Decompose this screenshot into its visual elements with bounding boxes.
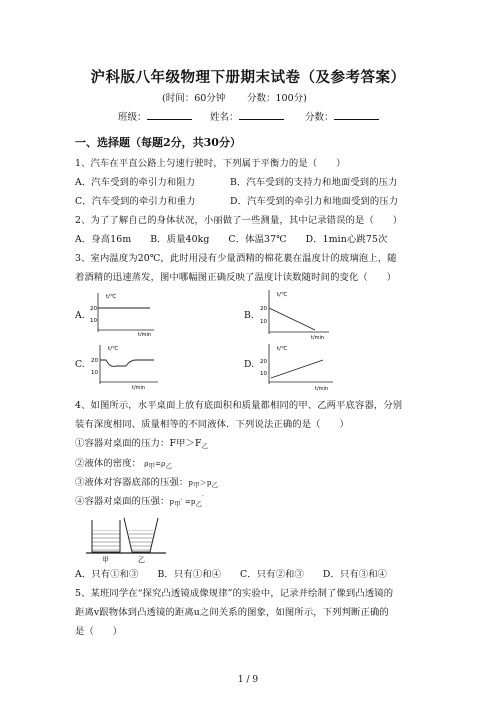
graph-c-tick-20: 20 — [91, 358, 98, 364]
name-label: 姓名： — [210, 112, 239, 123]
q3-graph-c — [88, 342, 164, 390]
q4-containers-figure — [82, 512, 172, 564]
q4-s2-text: ②液体的密度： — [75, 458, 142, 469]
q4-s3-gt: ＞p — [199, 479, 212, 487]
graph-d-tick-20: 20 — [260, 359, 267, 365]
q3-graph-d — [257, 340, 337, 392]
label-yi: 乙 — [138, 556, 145, 564]
q3-label-a: A. — [75, 310, 85, 321]
q3-stem-line2: 着酒精的迅速蒸发，图中哪幅图正确反映了温度计读数随时间的变化（ ） — [75, 272, 397, 283]
q4-stem-line1: 4、如图所示，水平桌面上放有底面积和质量都相同的甲、乙两平底容器，分别 — [75, 400, 403, 411]
q4-stem-line2: 装有深度相同、质量相等的不同液体．下列说法正确的是（ ） — [75, 419, 349, 430]
exam-time: (时间：60分钟 — [162, 93, 226, 104]
name-field — [210, 109, 284, 123]
q5-stem-line3: 是（ ） — [75, 626, 123, 637]
q3-graph-a — [88, 288, 158, 336]
q4-s4-eq: ′ =p — [180, 498, 196, 506]
q3-label-c: C. — [75, 359, 85, 370]
graph-b-ylabel: t/℃ — [277, 292, 288, 298]
graph-a-xlabel: t/min — [138, 332, 152, 336]
q5-stem-line1: 5、某班同学在“探究凸透镜成像规律”的实验中，记录并绘制了像到凸透镜的 — [75, 588, 394, 599]
name-blank — [239, 110, 284, 120]
q4-s2-sub2: 乙 — [165, 462, 173, 470]
graph-b-tick-20: 20 — [260, 306, 267, 312]
graph-b-tick-10: 10 — [260, 319, 267, 325]
q4-s4-prime: ′ — [202, 494, 204, 502]
q3-label-d: D. — [244, 359, 255, 370]
class-field — [118, 109, 192, 123]
q4-s4-sub1: 甲 — [174, 500, 181, 508]
graph-b-curve — [269, 308, 315, 330]
q1-option-c: C．汽车受到的牵引力和重力 — [75, 196, 196, 207]
q4-statement-3 — [75, 474, 218, 489]
document-title: 沪科版八年级物理下册期末试卷（及参考答案） — [90, 69, 406, 86]
q4-s2-rho: ρ — [144, 460, 149, 468]
q2-options: A．身高16m B．质量40kg C．体温37℃ D．1min心跳75次 — [75, 234, 388, 245]
graph-a-tick-10: 10 — [90, 318, 97, 324]
q4-s1-text: ①容器对桌面的压力：F甲＞F — [75, 438, 202, 449]
score-label: 分数： — [305, 112, 334, 123]
q2-stem: 2、为了了解自己的身体状况，小丽做了一些测量，其中记录错误的是（ ） — [75, 215, 403, 226]
q3-stem-line1: 3、室内温度为20℃，此时用浸有少量酒精的棉花裹在温度计的玻璃泡上，随 — [75, 253, 397, 264]
q4-statement-2 — [75, 455, 172, 470]
graph-c-curve — [100, 360, 154, 366]
graph-d-ylabel: t/℃ — [277, 346, 288, 352]
q4-s4-p: p — [169, 498, 175, 506]
q4-s2-sub1: 甲 — [148, 462, 156, 470]
q4-statement-1 — [75, 435, 208, 450]
class-label: 班级： — [118, 112, 147, 123]
q1-option-d: D．汽车受到的牵引力和地面受到的压力 — [230, 196, 399, 207]
page-number: 1 / 9 — [237, 675, 259, 685]
label-jia: 甲 — [102, 556, 109, 564]
graph-c-xlabel: t/min — [132, 385, 146, 390]
graph-d-curve — [271, 360, 323, 378]
graph-d-xlabel: t/min — [315, 386, 329, 392]
section-heading: 一、选择题（每题2分，共30分） — [75, 136, 241, 149]
q1-stem: 1、汽车在平直公路上匀速行驶时，下列属于平衡力的是（ ） — [75, 158, 346, 169]
q4-options: A．只有①和③ B．只有①和④ C．只有②和③ D．只有③和④ — [75, 569, 388, 580]
q4-s3-p: p — [188, 479, 194, 487]
score-blank — [334, 110, 379, 120]
q4-s3-sub1: 甲 — [193, 481, 200, 489]
q4-s3-text: ③液体对容器底部的压强： — [75, 477, 189, 488]
q1-option-a: A．汽车受到的牵引力和阻力 — [75, 177, 196, 188]
q4-s1-sub: 乙 — [201, 442, 209, 450]
exam-total-score: 分数：100分) — [247, 93, 307, 104]
graph-a-ylabel: t/℃ — [106, 294, 117, 300]
q3-graph-b — [257, 286, 333, 340]
graph-a-tick-20: 20 — [90, 306, 97, 312]
graph-c-ylabel: t/℃ — [108, 346, 119, 352]
q4-s2-eq: =ρ — [155, 460, 166, 468]
container-yi-liquid — [128, 530, 154, 552]
graph-b-xlabel: t/min — [311, 335, 325, 340]
q3-label-b: B. — [244, 310, 254, 321]
q4-s4-text: ④容器对桌面的压强： — [75, 496, 170, 507]
score-field — [305, 109, 379, 123]
q4-statement-4 — [75, 493, 204, 508]
q4-s4-sub2: 乙 — [195, 500, 203, 508]
container-jia-liquid — [92, 530, 120, 552]
class-blank — [147, 110, 192, 120]
graph-d-tick-10: 10 — [260, 371, 267, 377]
q1-option-b: B．汽车受到的支持力和地面受到的压力 — [230, 177, 398, 188]
q5-stem-line2: 距离v跟物体到凸透镜的距离u之间关系的图象，如图所示，下列判断正确的 — [75, 607, 389, 618]
graph-c-tick-10: 10 — [91, 370, 98, 376]
q4-s3-sub2: 乙 — [211, 481, 219, 489]
